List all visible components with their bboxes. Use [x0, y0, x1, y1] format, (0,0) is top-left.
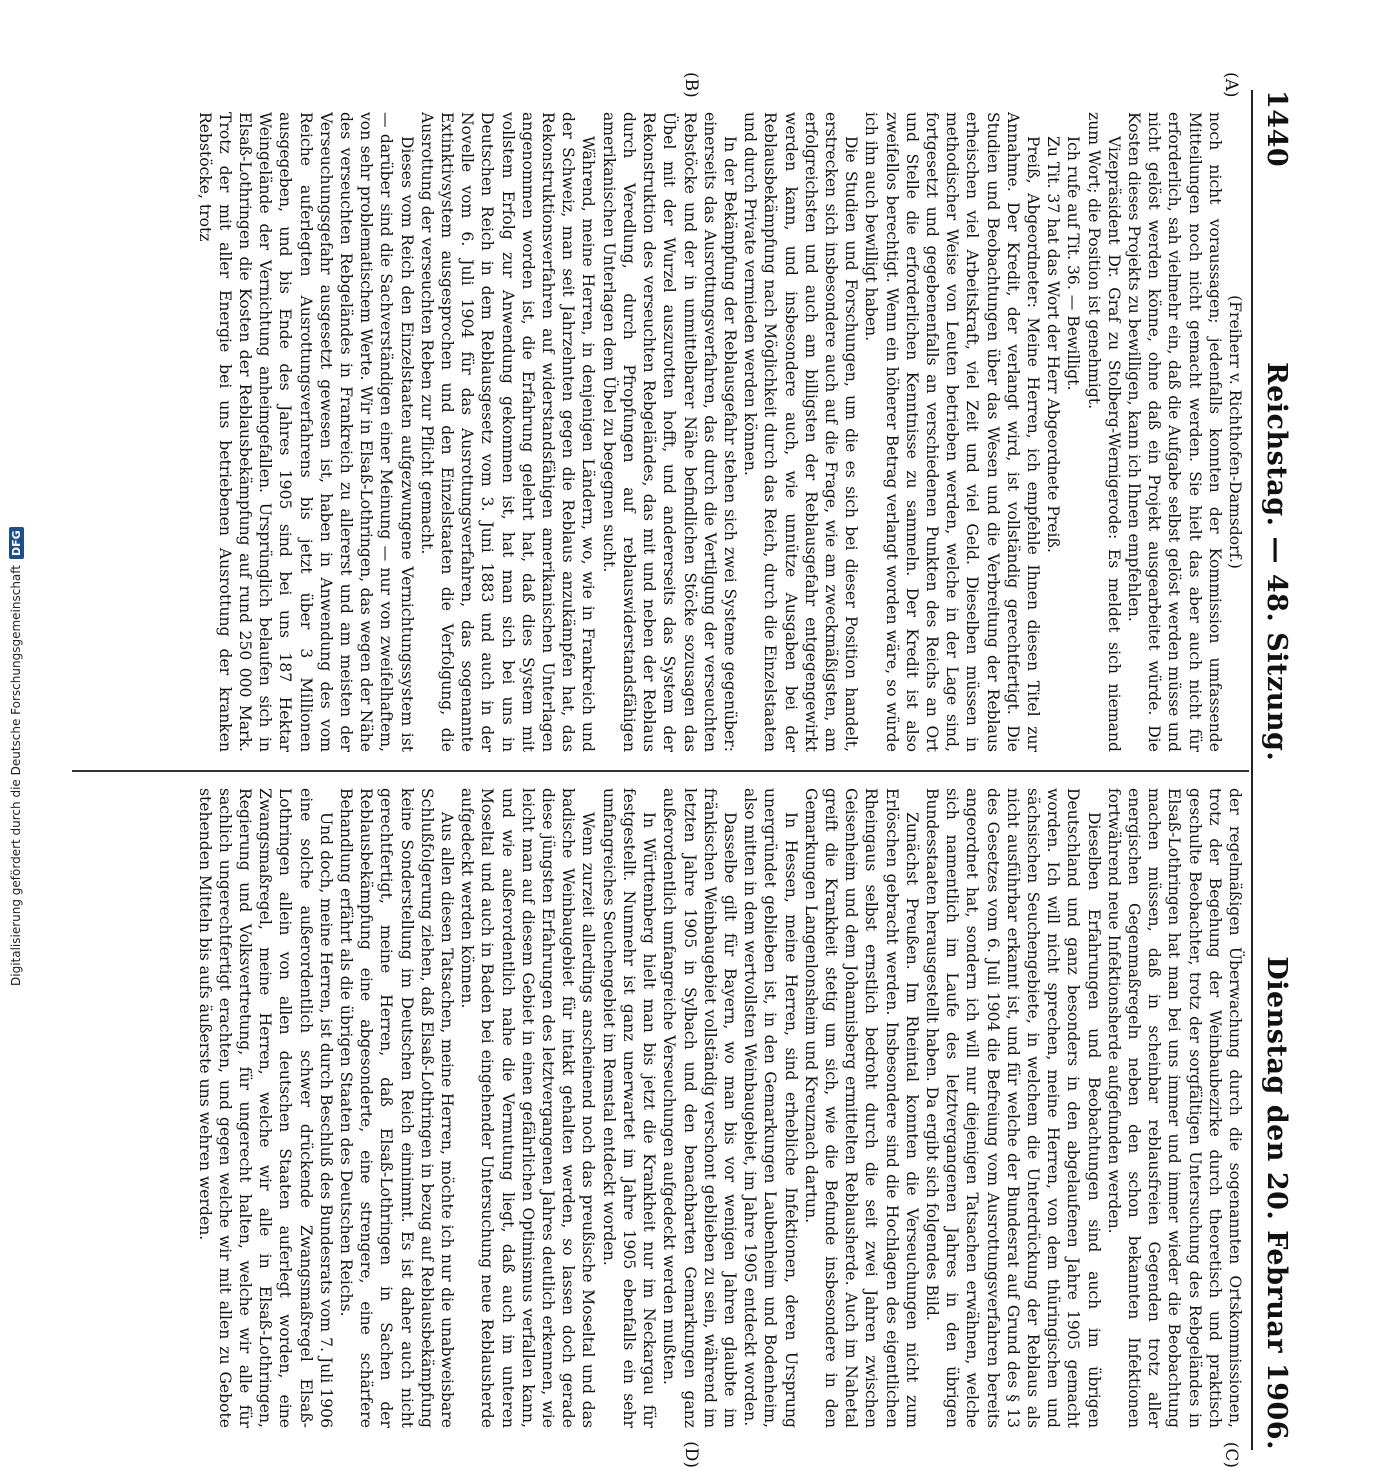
- page-number: 1440: [1261, 90, 1293, 168]
- paragraph: Vizepräsident Dr. Graf zu Stolberg-Wernigerode: Es meldet sich niemand zum Wort; die Position ist genehmigt.: [1084, 112, 1123, 752]
- paragraph: Dasselbe gilt für Bayern, wo man bis vor wenigen Jahren glaubte im fränkischen Weinbaugebiet vollständig verschont geblieben zu sein, während im letzten Jahre 1905 in Sylbach und den benachbarten Gemarkungen ganz außerordentlich umfangreiche Verseuchungen aufgedeckt werden mußten.: [660, 788, 739, 1428]
- paragraph: Wenn zurzeit allerdings anscheinend noch das preußische Moseltal und das badische Weinbaugebiet für intakt gehalten werden, so lassen doch gerade diese jüngsten Erfahrungen des letztvergangenen Jahres deutlich erkennen, wie leicht man auf diesem Gebiet in einen gefährlichen Optimismus verfallen kann, und wie außerordentlich nahe die Vermutung liegt, daß auch im unteren Moseltal und auch in Baden bei eingehender Untersuchung neue Reblausherde aufgedeckt werden können.: [458, 788, 598, 1428]
- paragraph: In der Bekämpfung der Reblausgefahr stehen sich zwei Systeme gegenüber: einerseits das Ausrottungsverfahren, das durch die Vertilgung der verseuchten Rebstöcke und der in unmittelbarer Nähe befindlichen Stöcke sozusagen das Übel mit der Wurzel auszurotten hofft, und andererseits das System der Rekonstruktion des verseuchten Rebgeländes, das mit und neben der Reblaus durch Veredlung, durch Pfropfungen auf reblauswiderstandsfähigen amerikanischen Unterlagen dem Übel zu begegnen sucht.: [599, 112, 739, 752]
- paragraph: Und doch, meine Herren, ist durch Beschluß des Bundesrats vom 7. Juli 1906 eine solche außerordentlich schwer drückende Zwangsmaßregel Elsaß-Lothringen allein von allen deutschen Staaten auferlegt worden, eine Zwangsmaßregel, meine Herren, welche wir alle in Elsaß-Lothringen, Regierung und Volksvertretung, für ungerecht halten, welche wir alle für sachlich ungerechtfertigt erachten, und gegen welche wir mit allen zu Gebote stehenden Mitteln bis aufs äußerste uns wehren werden.: [195, 788, 335, 1428]
- left-column: [70, 112, 1245, 752]
- paragraph: In Hessen, meine Herren, sind erhebliche Infektionen, deren Ursprung unergründet geblieben ist, in den Gemarkungen Laubenheim und Bodenheim, also mitten in dem wertvollsten Weinbaugebiet, im Jahre 1905 entdeckt worden.: [741, 788, 800, 1428]
- paragraph: Ich rufe auf Tit. 36. — Bewilligt.: [1064, 136, 1083, 391]
- paragraph: Dieselben Erfahrungen und Beobachtungen sind auch im übrigen Deutschland und ganz besonders in den abgelaufenen Jahre 1905 gemacht worden. Ich will nicht sprechen, meine Herren, von dem thüringischen und sächsischen Seuchengebiete, in welchem die Unterdrückung der Reblaus als nicht ausführbar erkannt ist, und für welche der Bundesrat auf Grund des § 13 des Gesetzes vom 6. Juli 1904 die Befreiung vom Ausrottungsverfahren bereits angeordnet hat, sondern ich will nur diejenigen Tatsachen erwähnen, welche sich namentlich im Laufe des letztvergangenen Jahres in den übrigen Bundesstaaten herausgestellt haben. Da ergibt sich folgendes Bild.: [922, 788, 1103, 1428]
- margin-marker-b: (B): [681, 72, 701, 98]
- paragraph: Aus allen diesen Tatsachen, meine Herren, möchte ich nur die unabweisbare Schlußfolgerung ziehen, daß Elsaß-Lothringen in bezug auf Reblausbekämpfung keine Sonderstellung im Deutschen Reich einnimmt. Es ist daher auch nicht gerechtfertigt, meine Herren, daß Elsaß-Lothringen in Sachen der Reblausbekämpfung eine abgesonderte, eine strengere, eine schärfere Behandlung erfährt als die übrigen Staaten des Deutschen Reichs.: [337, 788, 457, 1428]
- paragraph: Dieses vom Reich den Einzelstaaten aufgezwungene Vernichtungssystem ist — darüber sind die Sachverständigen einer Meinung — nur von zweifelhaftem, von sehr problematischem Werte. Wir in Elsaß-Lothringen, das wegen der Nähe des verseuchten Rebgeländes in Frankreich zu allererst und am meisten der Verseuchungsgefahr ausgesetzt gewesen ist, haben in Anwendung des vom Reiche auferlegten Ausrottungsverfahrens bis jetzt über 3 Millionen ausgegeben, und bis Ende des Jahres 1905 sind bei uns 187 Hektar Weingelände der Vernichtung anheimgefallen. Ursprünglich belaufen sich in Elsaß-Lothringen die Kosten der Reblausbekämpfung auf rund 250 000 Mark. Trotz der mit aller Energie bei uns betriebenen Ausrottung der kranken Rebstöcke, trotz: [195, 112, 416, 752]
- running-head: [1255, 90, 1299, 1450]
- digitization-credit: [4, 0, 28, 1000]
- paragraph: Zunächst Preußen. Im Rheintal konnten die Verseuchungen nicht zum Erlöschen gebracht werden. Insbesondere sind die Hochlagen des eigentlichen Rheingaus selbst ernstlich bedroht durch die seit zwei Jahren zwischen Geisenheim und dem Johannisberg ermittelten Reblausherde. Auch im Nahetal greift die Krankheit stetig um sich, wie die Befunde insbesondere in den Gemarkungen Langenlonsheim und Kreuznach dartun.: [801, 788, 921, 1428]
- page-title: Reichstag. — 48. Sitzung.: [1261, 362, 1293, 762]
- dfg-logo: DFG: [9, 527, 24, 559]
- paragraph: Die Studien und Forschungen, um die es sich bei dieser Position handelt, erstrecken sich insbesondere auch auf die Frage, wie am zweckmäßigsten, am erfolgreichsten und auch am billigsten der Reblausgefahr entgegengewirkt werden kann, und insbesondere auch, wie unnütze Ausgaben bei der Reblausbekämpfung nach Möglichkeit durch das Reich, durch die Einzelstaaten und durch Private vermieden werden können.: [741, 112, 861, 752]
- margin-marker-c: (C): [1221, 1441, 1241, 1468]
- paragraph: In Württemberg hielt man bis jetzt die Krankheit nur im Neckargau für festgestellt. Nunmehr ist ganz unerwartet im Jahre 1905 ebenfalls ein sehr umfangreiches Seuchengebiet im Remstal entdeckt worden.: [599, 788, 659, 1428]
- right-column: [70, 788, 1245, 1428]
- paragraph: Preiß, Abgeordneter: Meine Herren, ich empfehle Ihnen diesen Titel zur Annahme. Der Kredit, der verlangt wird, ist vollständig gerechtfertigt. Die Studien und Beobachtungen über das Wesen und die Verbreitung der Reblaus erheischen viel Arbeitskraft, viel Zeit und viel Geld. Dieselben müssen in methodischer Weise von Leuten betrieben werden, welche in der Lage sind, fortgesetzt und gegebenenfalls an verschiedenen Punkten des Reichs an Ort und Stelle die erforderlichen Kenntnisse zu sammeln. Der Kredit ist also zweifellos berechtigt. Wenn ein höherer Betrag verlangt worden wäre, so würde ich ihn auch bewilligt haben.: [862, 112, 1042, 752]
- header-rule: [1251, 90, 1253, 1450]
- document-page: [60, 70, 1305, 1470]
- speaker-heading: (Freiherr v. Richthofen-Damsdorf.): [1226, 295, 1244, 569]
- column-divider: [72, 770, 1249, 772]
- paragraph: Während, meine Herren, in denjenigen Ländern, wo, wie in Frankreich und der Schweiz, man seit Jahrzehnten gegen die Reblaus anzukämpfen hat, das Rekonstruktionsverfahren auf widerstandsfähigen amerikanischen Unterlagen angenommen worden ist, die Erfahrung gelehrt hat, daß dies System mit vollstem Erfolg zur Anwendung gekommen ist, hat man sich bei uns in Deutschen Reich in dem Reblausgesetz vom 3. Juni 1883 und auch in der Novelle vom 6. Juli 1904 für das Ausrottungsverfahren, das sogenannte Extinktivsystem ausgesprochen und den Einzelstaaten die Verfolgung, die Ausrottung der verseuchten Reben zur Pflicht gemacht.: [417, 112, 598, 752]
- paragraph: Zu Tit. 37 hat das Wort der Herr Abgeordnete Preiß.: [1044, 136, 1063, 553]
- paragraph: noch nicht voraussagen; jedenfalls konnten der Kommission umfassende Mitteilungen noch nicht gemacht werden. Sie hielt das aber auch nicht für erforderlich, sah vielmehr ein, daß die Aufgabe selbst gelöst werden müsse und nicht gelöst werden könne, ohne daß ein Projekt ausgearbeitet würde. Die Kosten dieses Projekts zu bewilligen, kann ich Ihnen empfehlen.: [1124, 112, 1224, 752]
- session-date: Dienstag den 20. Februar 1906.: [1261, 956, 1293, 1450]
- margin-marker-a: (A): [1221, 72, 1241, 98]
- paragraph: der regelmäßigen Überwachung durch die sogenannten Ortskommissionen, trotz der Begehung der Weinbaubezirke durch theoretisch und praktisch geschulte Beobachter, trotz der sorgfältigen Untersuchung des Rebgeländes in Elsaß-Lothringen hat man bei uns immer und immer wieder die Beobachtung machen müssen, daß in scheinbar reblausfreien Gegenden trotz aller energischen Gegenmaßregeln neben den schon bekannten Infektionen fortwährend neue Infektionsherde aufgefunden werden.: [1104, 788, 1244, 1428]
- margin-marker-d: (D): [681, 1441, 701, 1468]
- credit-text: Digitalisierung gefördert durch die Deutsche Forschungsgemeinschaft: [9, 564, 23, 986]
